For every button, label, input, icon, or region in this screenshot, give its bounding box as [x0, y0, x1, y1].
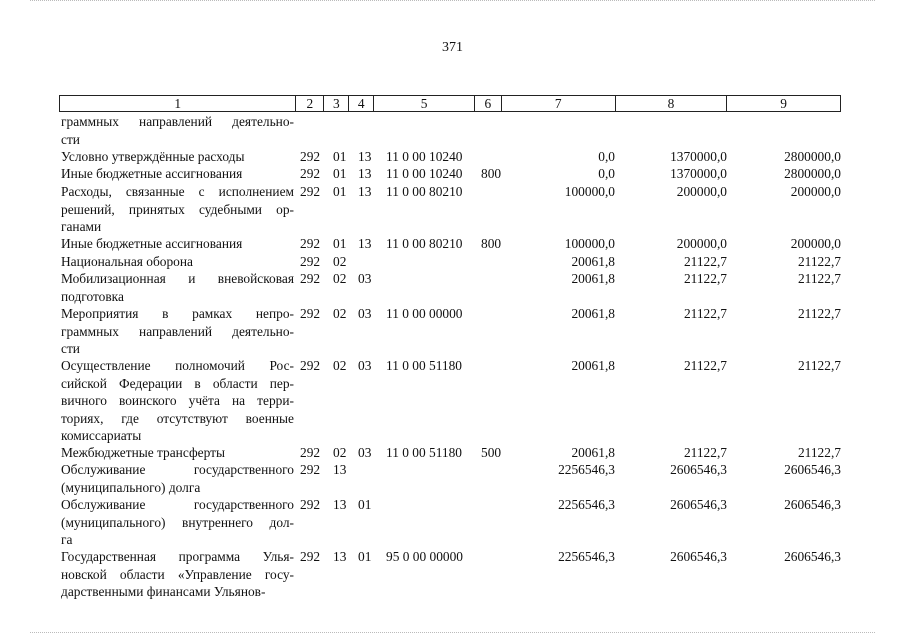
amount-col-9: 200000,0: [790, 236, 841, 251]
subsection-code: 13: [333, 549, 347, 564]
amount-col-8: 2606546,3: [670, 549, 727, 564]
target-article-code: 11 0 00 51180: [386, 445, 463, 460]
header-col-5: 5: [374, 96, 475, 111]
row-description-line: Осуществление полномочий Рос-: [61, 358, 294, 373]
amount-col-9: 21122,7: [797, 358, 841, 373]
subsection-code: 02: [333, 271, 347, 286]
amount-col-8: 21122,7: [683, 445, 727, 460]
section-code: 292: [300, 358, 321, 373]
header-col-6: 6: [475, 96, 502, 111]
target-article-code: 95 0 00 00000: [386, 549, 463, 564]
table-row: [0, 461, 905, 495]
target-article-code: 11 0 00 00000: [386, 306, 463, 321]
table-row: [0, 113, 905, 147]
amount-col-9: 2606546,3: [784, 549, 841, 564]
item-code: 13: [358, 149, 372, 164]
row-description-line: Мероприятия в рамках непро-: [61, 306, 294, 321]
item-code: 01: [358, 497, 372, 512]
subsection-code: 02: [333, 254, 347, 269]
amount-col-8: 1370000,0: [670, 149, 727, 164]
section-code: 292: [300, 306, 321, 321]
item-code: 01: [358, 549, 372, 564]
amount-col-9: 2606546,3: [784, 462, 841, 477]
section-code: 292: [300, 236, 321, 251]
amount-col-7: 0,0: [598, 149, 615, 164]
row-description-line: граммных направлений деятельно-: [61, 323, 294, 339]
item-code: 03: [358, 445, 372, 460]
row-description-line: решений, принятых судебными ор-: [61, 201, 294, 217]
row-description-line: сийской Федерации в области пер-: [61, 375, 294, 391]
table-row: [0, 305, 905, 356]
amount-col-8: 200000,0: [676, 184, 727, 199]
row-description-line: Государственная программа Улья-: [61, 549, 294, 564]
amount-col-7: 100000,0: [564, 184, 615, 199]
table-row: [0, 235, 905, 255]
table-row: [0, 548, 905, 599]
amount-col-9: 200000,0: [790, 184, 841, 199]
header-col-2: 2: [296, 96, 324, 111]
amount-col-7: 100000,0: [564, 236, 615, 251]
row-description-line: граммных направлений деятельно-: [61, 114, 294, 129]
amount-col-7: 2256546,3: [558, 462, 615, 477]
row-description-line: подготовка: [61, 288, 124, 304]
row-description-line: Иные бюджетные ассигнования: [61, 166, 243, 181]
page-number: 371: [442, 40, 463, 55]
section-code: 292: [300, 497, 321, 512]
amount-col-9: 2606546,3: [784, 497, 841, 512]
amount-col-7: 20061,8: [571, 358, 615, 373]
header-col-9: 9: [780, 96, 787, 111]
header-col-1: 1: [60, 96, 296, 111]
target-article-code: 11 0 00 10240: [386, 166, 463, 181]
table-row: [0, 165, 905, 185]
row-description-line: дарственными финансами Ульянов-: [61, 584, 266, 599]
row-description-line: Национальная оборона: [61, 254, 193, 269]
table-row: [0, 270, 905, 304]
subsection-code: 13: [333, 462, 347, 477]
row-description-line: (муниципального) долга: [61, 479, 201, 495]
expense-type-code: 800: [481, 236, 502, 251]
target-article-code: 11 0 00 51180: [386, 358, 463, 373]
section-code: 292: [300, 549, 321, 564]
subsection-code: 01: [333, 149, 347, 164]
subsection-code: 02: [333, 306, 347, 321]
target-article-code: 11 0 00 80210: [386, 236, 463, 251]
section-code: 292: [300, 184, 321, 199]
section-code: 292: [300, 445, 321, 460]
item-code: 13: [358, 166, 372, 181]
row-description-line: Расходы, связанные с исполнением: [61, 184, 294, 199]
section-code: 292: [300, 166, 321, 181]
amount-col-9: 2800000,0: [784, 166, 841, 181]
section-code: 292: [300, 254, 321, 269]
item-code: 03: [358, 306, 372, 321]
row-description-line: вичного воинского учёта на терри-: [61, 393, 294, 408]
row-description-line: га: [61, 532, 73, 547]
row-description-line: сти: [61, 131, 80, 147]
amount-col-9: 21122,7: [797, 271, 841, 286]
section-code: 292: [300, 462, 321, 477]
row-description-line: ториях, где отсутствуют военные: [61, 410, 294, 426]
section-code: 292: [300, 271, 321, 286]
amount-col-9: 21122,7: [797, 306, 841, 321]
amount-col-7: 2256546,3: [558, 549, 615, 564]
subsection-code: 01: [333, 236, 347, 251]
amount-col-7: 20061,8: [571, 254, 615, 269]
row-description-line: сти: [61, 341, 80, 356]
amount-col-9: 21122,7: [797, 445, 841, 460]
subsection-code: 01: [333, 166, 347, 181]
target-article-code: 11 0 00 80210: [386, 184, 463, 199]
amount-col-8: 21122,7: [683, 306, 727, 321]
subsection-code: 01: [333, 184, 347, 199]
item-code: 03: [358, 358, 372, 373]
row-description-line: Обслуживание государственного: [61, 497, 294, 512]
header-col-3: 3: [324, 96, 349, 111]
row-description-line: Условно утверждённые расходы: [61, 149, 245, 164]
row-description-line: (муниципального) внутреннего дол-: [61, 514, 294, 530]
row-description-line: ганами: [61, 219, 102, 234]
table-row: [0, 357, 905, 443]
section-code: 292: [300, 149, 321, 164]
item-code: 13: [358, 236, 372, 251]
amount-col-8: 2606546,3: [670, 462, 727, 477]
amount-col-7: 20061,8: [571, 306, 615, 321]
amount-col-8: 21122,7: [683, 358, 727, 373]
subsection-code: 02: [333, 358, 347, 373]
row-description-line: Иные бюджетные ассигнования: [61, 236, 243, 251]
amount-col-8: 1370000,0: [670, 166, 727, 181]
table-row: [0, 496, 905, 547]
amount-col-9: 2800000,0: [784, 149, 841, 164]
header-col-8: 8: [616, 96, 728, 111]
amount-col-8: 21122,7: [683, 254, 727, 269]
row-description-line: Мобилизационная и вневойсковая: [61, 271, 294, 286]
amount-col-8: 200000,0: [676, 236, 727, 251]
amount-col-7: 20061,8: [571, 271, 615, 286]
header-col-4: 4: [349, 96, 374, 111]
amount-col-8: 2606546,3: [670, 497, 727, 512]
subsection-code: 13: [333, 497, 347, 512]
expense-type-code: 800: [481, 166, 502, 181]
item-code: 13: [358, 184, 372, 199]
amount-col-7: 2256546,3: [558, 497, 615, 512]
amount-col-7: 0,0: [598, 166, 615, 181]
expense-type-code: 500: [481, 445, 502, 460]
row-description-line: комиссариаты: [61, 428, 142, 443]
row-description-line: Обслуживание государственного: [61, 462, 294, 477]
row-description-line: новской области «Управление госу-: [61, 566, 294, 582]
amount-col-9: 21122,7: [797, 254, 841, 269]
header-col-7: 7: [502, 96, 616, 111]
target-article-code: 11 0 00 10240: [386, 149, 463, 164]
table-row: [0, 183, 905, 234]
amount-col-8: 21122,7: [683, 271, 727, 286]
amount-col-7: 20061,8: [571, 445, 615, 460]
subsection-code: 02: [333, 445, 347, 460]
item-code: 03: [358, 271, 372, 286]
row-description-line: Межбюджетные трансферты: [61, 445, 225, 460]
